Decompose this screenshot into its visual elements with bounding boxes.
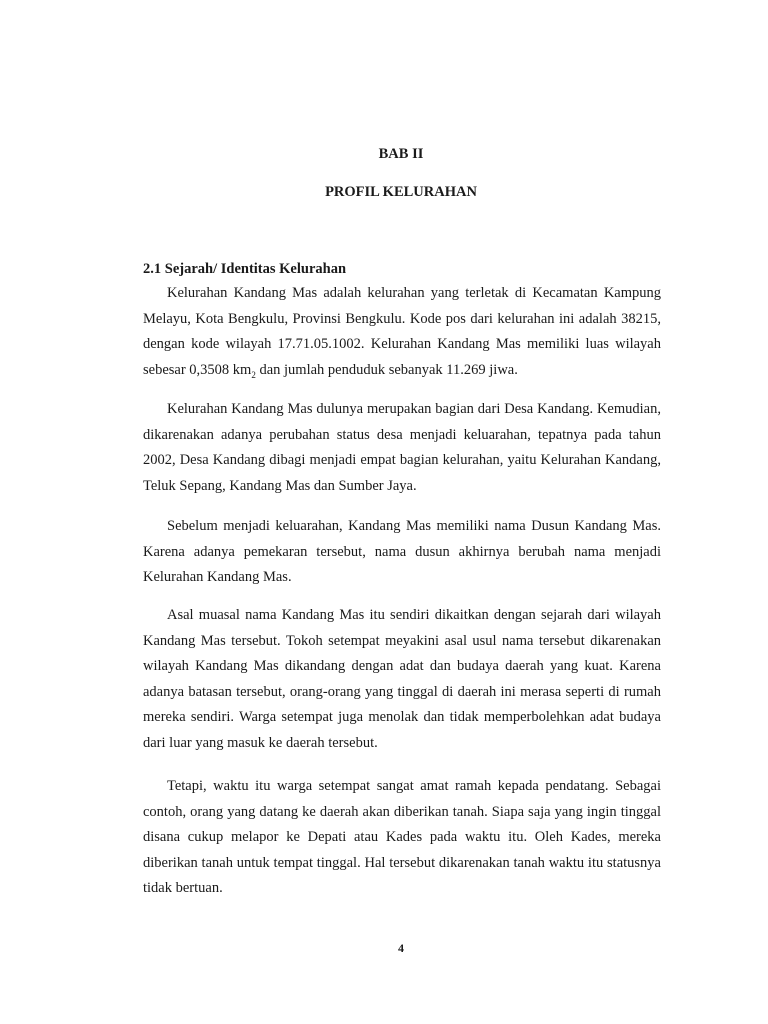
paragraph-1-text: Kelurahan Kandang Mas adalah kelurahan yang terletak di Kecamatan Kampung Melayu, Kota Bengkulu, Provinsi Bengkulu. Kode pos dari kelurahan ini adalah 38215, dengan kode wilayah 17.71.05.1002. Kelurahan Kandang Mas memiliki luas wilayah sebesar 0,3508 km — [143, 285, 661, 378]
paragraph-1-text-end: dan jumlah penduduk sebanyak 11.269 jiwa. — [255, 361, 518, 378]
chapter-title: PROFIL KELURAHAN — [325, 184, 477, 200]
paragraph-4: Asal muasal nama Kandang Mas itu sendiri dikaitkan dengan sejarah dari wilayah Kandang Mas tersebut. Tokoh setempat meyakini asal usul nama tersebut dikarenakan wilayah Kandang Mas dikandang dengan adat dan budaya daerah yang kuat. Karena adanya batasan tersebut, orang-orang yang tinggal di daerah ini merasa seperti di rumah mereka sendiri. Warga setempat juga menolak dan tidak memperbolehkan adat budaya dari luar yang masuk ke daerah tersebut. — [143, 607, 661, 751]
km-squared-subscript: 2 — [251, 369, 256, 380]
paragraph-3: Sebelum menjadi keluarahan, Kandang Mas memiliki nama Dusun Kandang Mas. Karena adanya pemekaran tersebut, nama dusun akhirnya berubah nama menjadi Kelurahan Kandang Mas. — [143, 518, 661, 585]
paragraph-5: Tetapi, waktu itu warga setempat sangat amat ramah kepada pendatang. Sebagai contoh, orang yang datang ke daerah akan diberikan tanah. Siapa saja yang ingin tinggal disana cukup melapor ke Depati atau Kades pada waktu itu. Oleh Kades, mereka diberikan tanah untuk tempat tinggal. Hal tersebut dikarenakan tanah waktu itu statusnya tidak bertuan. — [143, 778, 661, 896]
chapter-number: BAB II — [378, 146, 424, 162]
paragraph-2: Kelurahan Kandang Mas dulunya merupakan bagian dari Desa Kandang. Kemudian, dikarenakan adanya perubahan status desa menjadi keluarahan, tepatnya pada tahun 2002, Desa Kandang dibagi menjadi empat bagian kelurahan, yaitu Kelurahan Kandang, Teluk Sepang, Kandang Mas dan Sumber Jaya. — [143, 401, 661, 494]
page-number: 4 — [398, 941, 404, 955]
paragraph-1 — [143, 281, 661, 388]
section-heading: 2.1 Sejarah/ Identitas Kelurahan — [143, 261, 347, 277]
